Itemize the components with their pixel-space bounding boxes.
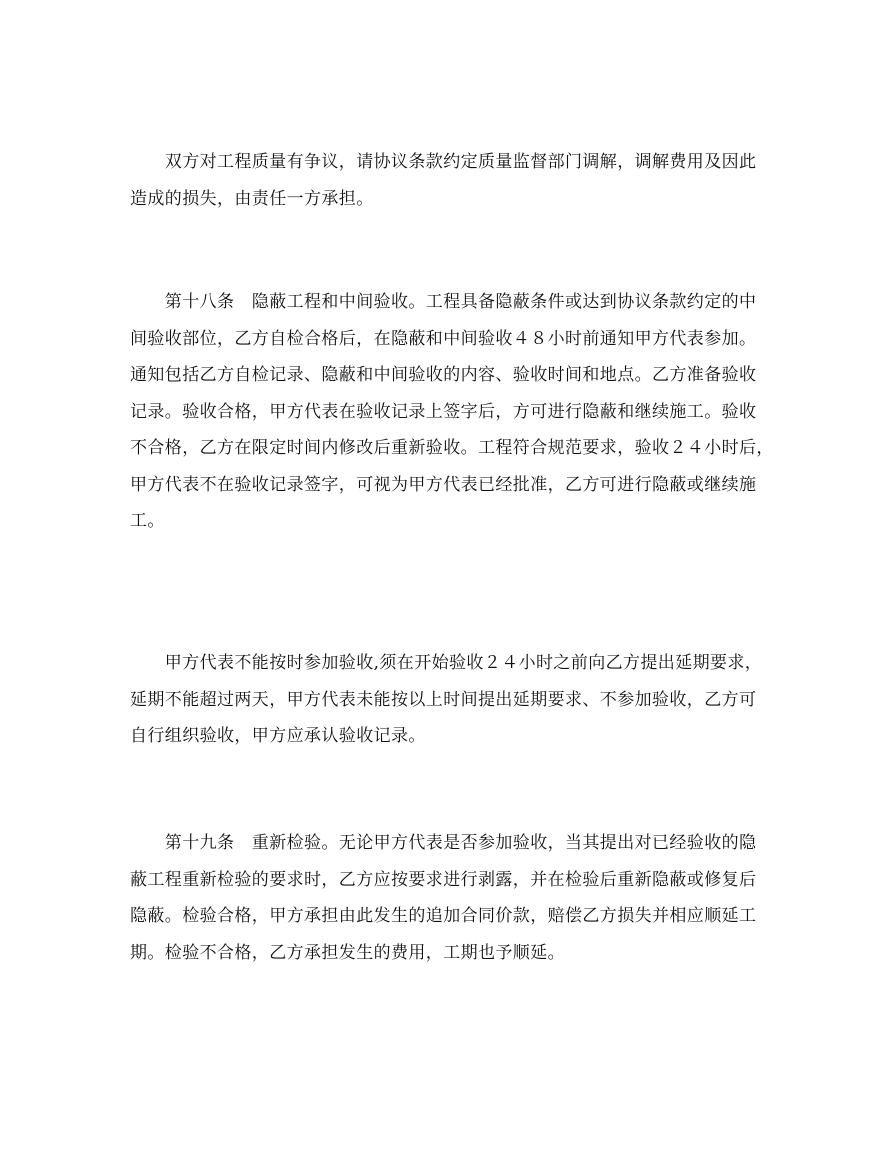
text-line: 隐蔽。检验合格，甲方承担由此发生的追加合同价款，赔偿乙方损失并相应顺延工 [130,906,757,926]
text-line: 不合格，乙方在限定时间内修改后重新验收。工程符合规范要求，验收２４小时后， [130,438,774,458]
text-line: 造成的损失，由责任一方承担。 [130,188,374,209]
paragraph-article-19 [130,825,770,971]
text-line: 延期不能超过两天，甲方代表未能按以上时间提出延期要求、不参加验收，乙方可 [130,689,757,710]
text-line: 自行组织验收，甲方应承认验收记录。 [130,726,426,746]
text-line: 工。 [130,511,165,531]
text-line: 间验收部位，乙方自检合格后，在隐蔽和中间验收４８小时前通知甲方代表参加。 [130,328,757,349]
paragraph-quality-dispute [130,144,770,217]
text-line: 期。检验不合格，乙方承担发生的费用，工期也予顺延。 [130,942,565,963]
text-line: 第十八条 隐蔽工程和中间验收。工程具备隐蔽条件或达到协议条款约定的中 [130,292,757,312]
paragraph-article-18 [130,284,774,540]
text-line: 第十九条 重新检验。无论甲方代表是否参加验收，当其提出对已经验收的隐 [130,833,757,853]
text-line: 蔽工程重新检验的要求时，乙方应按要求进行剥露，并在检验后重新隐蔽或修复后 [130,869,757,890]
paragraph-delay-request [130,645,770,755]
text-line: 记录。验收合格，甲方代表在验收记录上签字后，方可进行隐蔽和继续施工。验收 [130,401,757,422]
text-line: 甲方代表不能按时参加验收,须在开始验收２４小时之前向乙方提出延期要求， [130,653,763,673]
text-line: 通知包括乙方自检记录、隐蔽和中间验收的内容、验收时间和地点。乙方准备验收 [130,365,757,385]
text-line: 双方对工程质量有争议，请协议条款约定质量监督部门调解，调解费用及因此 [130,152,757,172]
text-line: 甲方代表不在验收记录签字，可视为甲方代表已经批准，乙方可进行隐蔽或继续施 [130,474,757,495]
